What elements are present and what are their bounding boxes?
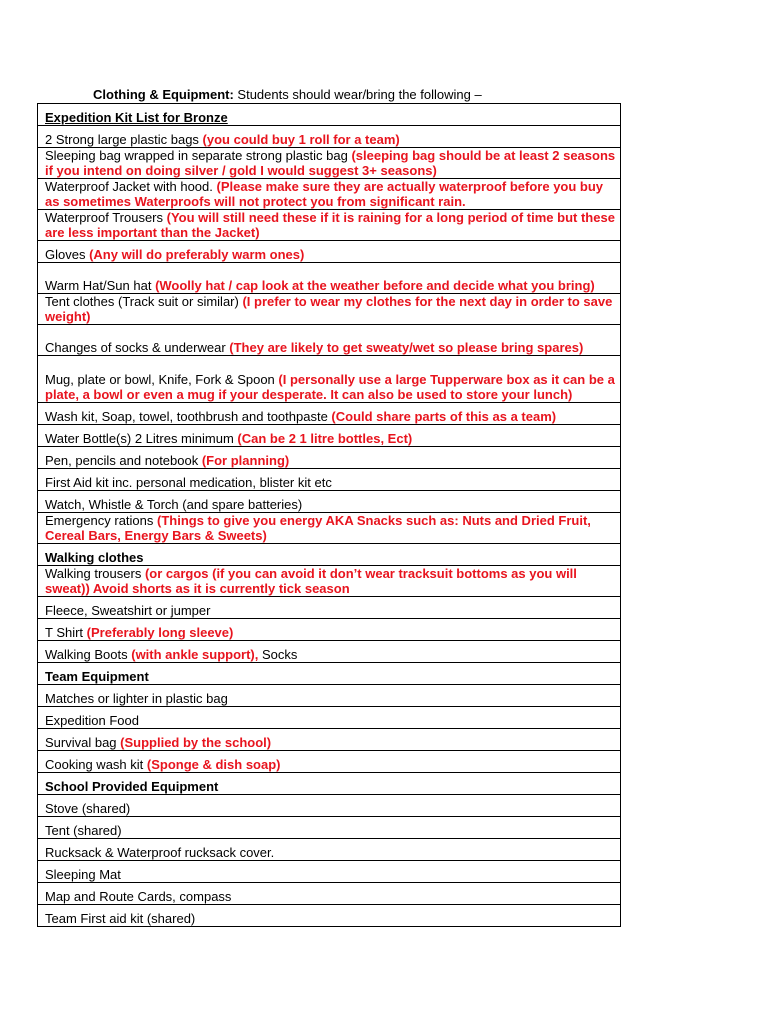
section-title: Expedition Kit List for Bronze [45,110,228,125]
kit-item-cell [38,491,621,513]
kit-item-row [38,566,621,597]
item-text: T Shirt [45,625,87,640]
kit-item-cell [38,425,621,447]
item-text: Tent (shared) [45,823,122,838]
item-text: Survival bag [45,735,121,750]
kit-item-cell [38,729,621,751]
item-text: Mug, plate or bowl, Knife, Fork & Spoon [45,372,279,387]
kit-list-body [38,104,621,927]
intro-lead: Clothing & Equipment: [93,87,234,102]
kit-item-cell [38,861,621,883]
kit-item-row [38,861,621,883]
intro-line [93,87,482,103]
kit-item-cell [38,210,621,241]
item-text: First Aid kit inc. personal medication, blister kit etc [45,475,332,490]
kit-item-row [38,294,621,325]
item-text: Warm Hat/Sun hat [45,278,156,293]
section-header-row [38,663,621,685]
kit-item-cell [38,817,621,839]
kit-item-cell [38,641,621,663]
item-note: (I personally use a large Tupperware box as it can be a plate, a bowl or even a mug if your desperate. It can also be used to store your lunch) [45,372,615,402]
item-text: Expedition Food [45,713,139,728]
kit-item-cell [38,619,621,641]
section-header-cell [38,663,621,685]
kit-item-row [38,325,621,356]
section-header-row [38,773,621,795]
item-note: (Can be 2 1 litre bottles, Ect) [237,431,413,446]
kit-item-row [38,839,621,861]
kit-item-row [38,491,621,513]
kit-item-cell [38,905,621,927]
item-text: Pen, pencils and notebook [45,453,202,468]
kit-item-cell [38,685,621,707]
item-text: Walking trousers [45,566,145,581]
kit-item-row [38,795,621,817]
kit-item-row [38,817,621,839]
kit-item-row [38,685,621,707]
item-text: Sleeping bag wrapped in separate strong plastic bag [45,148,352,163]
item-text: Map and Route Cards, compass [45,889,232,904]
kit-item-cell [38,403,621,425]
kit-item-cell [38,447,621,469]
item-note: (Sponge & dish soap) [146,757,281,772]
kit-item-row [38,210,621,241]
kit-item-cell [38,513,621,544]
kit-item-row [38,513,621,544]
kit-item-cell [38,751,621,773]
item-text: Cooking wash kit [45,757,147,772]
kit-item-row [38,356,621,403]
kit-item-row [38,469,621,491]
item-text: Sleeping Mat [45,867,121,882]
item-text: Team First aid kit (shared) [45,911,196,926]
kit-item-cell [38,356,621,403]
item-text: Changes of socks & underwear [45,340,230,355]
item-text: Gloves [45,247,90,262]
item-note: (I prefer to wear my clothes for the next day in order to save weight) [45,294,613,324]
item-note: (Supplied by the school) [120,735,272,750]
section-header-cell [38,544,621,566]
item-text: Matches or lighter in plastic bag [45,691,228,706]
item-text: Wash kit, Soap, towel, toothbrush and toothpaste [45,409,332,424]
item-note: (sleeping bag should be at least 2 seasons if you intend on doing silver / gold I would suggest 3+ seasons) [45,148,616,178]
kit-item-cell [38,126,621,148]
item-note: (Woolly hat / cap look at the weather before and decide what you bring) [155,278,595,293]
item-note: (you could buy 1 roll for a team) [202,132,400,147]
kit-item-row [38,447,621,469]
item-note: (Please make sure they are actually waterproof before you buy as sometimes Waterproofs will not protect you from significant rain. [45,179,604,209]
section-header-cell [38,104,621,126]
item-text: Walking Boots [45,647,132,662]
section-title: Team Equipment [45,669,149,684]
section-title: School Provided Equipment [45,779,219,794]
item-text: Emergency rations [45,513,157,528]
kit-item-row [38,619,621,641]
kit-item-row [38,883,621,905]
item-text: Rucksack & Waterproof rucksack cover. [45,845,275,860]
kit-item-row [38,148,621,179]
kit-item-cell [38,469,621,491]
section-title: Walking clothes [45,550,144,565]
kit-item-cell [38,263,621,294]
item-text-after: Socks [258,647,298,662]
section-header-cell [38,773,621,795]
item-note: (They are likely to get sweaty/wet so please bring spares) [229,340,584,355]
kit-item-row [38,241,621,263]
item-text: Waterproof Jacket with hood. [45,179,217,194]
kit-item-row [38,641,621,663]
item-note: (with ankle support), [131,647,259,662]
item-note: (Things to give you energy AKA Snacks such as: Nuts and Dried Fruit, Cereal Bars, Energy Bars & Sweets) [45,513,591,543]
item-text: Fleece, Sweatshirt or jumper [45,603,211,618]
kit-item-cell [38,707,621,729]
kit-item-cell [38,179,621,210]
item-note: (Any will do preferably warm ones) [89,247,305,262]
item-note: (or cargos (if you can avoid it don’t wear tracksuit bottoms as you will sweat)) Avoid shorts as it is currently tick season [45,566,577,596]
kit-item-cell [38,839,621,861]
kit-item-cell [38,795,621,817]
item-text: Tent clothes (Track suit or similar) [45,294,243,309]
kit-item-cell [38,241,621,263]
item-text: 2 Strong large plastic bags [45,132,203,147]
section-header-row [38,104,621,126]
item-note: (Preferably long sleeve) [86,625,234,640]
kit-item-row [38,707,621,729]
kit-item-row [38,751,621,773]
kit-item-row [38,126,621,148]
section-header-row [38,544,621,566]
kit-item-cell [38,597,621,619]
kit-item-cell [38,566,621,597]
item-text: Water Bottle(s) 2 Litres minimum [45,431,238,446]
kit-item-row [38,179,621,210]
kit-item-cell [38,294,621,325]
intro-text: Students should wear/bring the following – [233,87,482,102]
kit-item-row [38,425,621,447]
item-text: Waterproof Trousers [45,210,167,225]
item-note: (Could share parts of this as a team) [331,409,557,424]
kit-item-row [38,905,621,927]
kit-item-row [38,263,621,294]
kit-item-row [38,729,621,751]
kit-item-row [38,597,621,619]
item-note: (You will still need these if it is raining for a long period of time but these are less important than the Jacket) [45,210,615,240]
kit-item-cell [38,883,621,905]
item-text: Watch, Whistle & Torch (and spare batteries) [45,497,303,512]
item-note: (For planning) [201,453,290,468]
kit-list-table [37,103,621,927]
item-text: Stove (shared) [45,801,131,816]
kit-item-cell [38,148,621,179]
kit-item-row [38,403,621,425]
kit-item-cell [38,325,621,356]
